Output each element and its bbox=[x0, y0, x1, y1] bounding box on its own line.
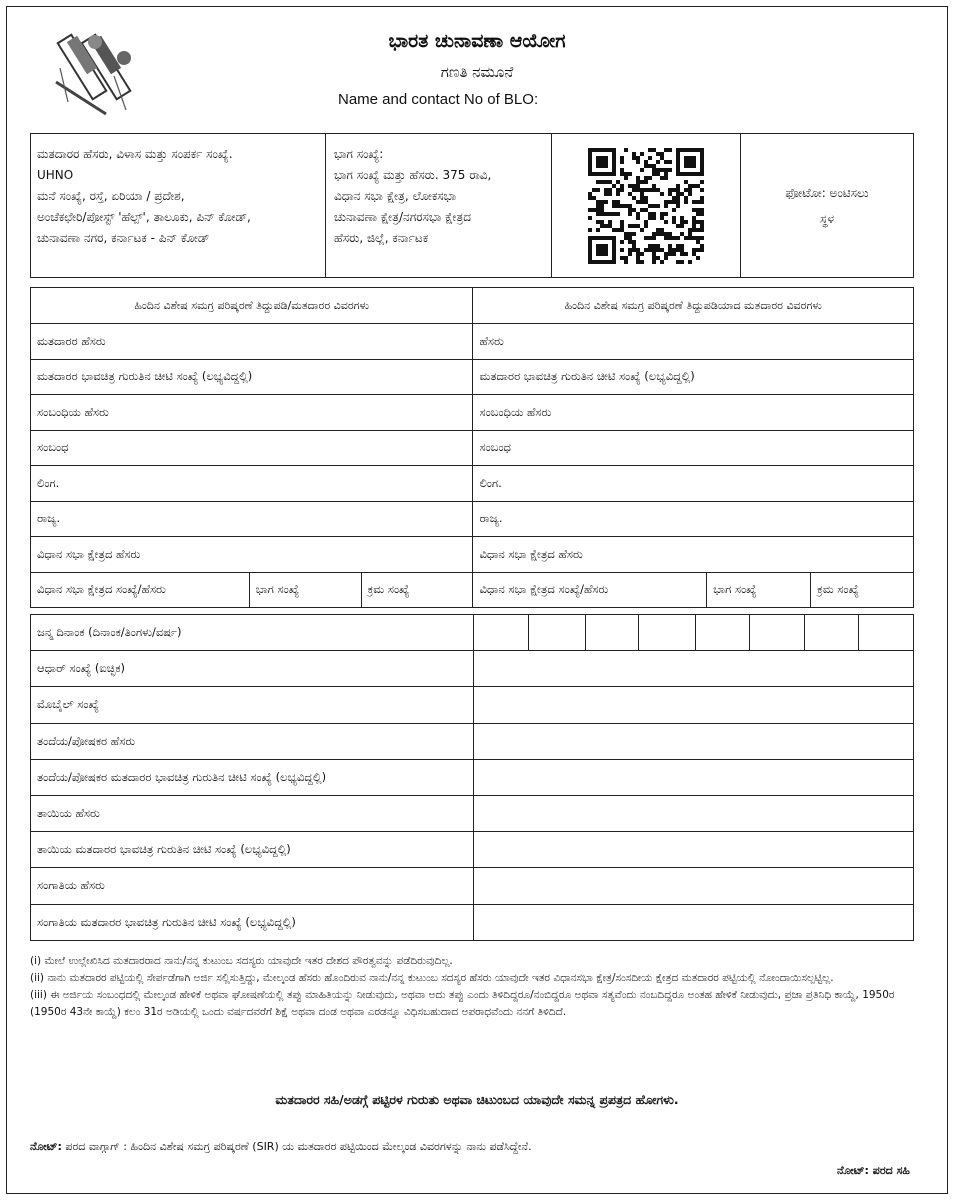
right-part-no[interactable]: ಭಾಗ ಸಂಖ್ಯೆ bbox=[707, 572, 811, 608]
left-serial-no[interactable]: ಕ್ರಮ ಸಂಖ್ಯೆ bbox=[361, 572, 473, 608]
mother-name-label: ತಾಯಿಯ ಹೆಸರು bbox=[31, 795, 474, 831]
right-field[interactable]: ಹೆಸರು bbox=[473, 324, 914, 360]
declaration-notes bbox=[30, 953, 916, 1021]
footer-note-label: ನೋಟ್: bbox=[30, 1140, 62, 1153]
form-subtitle: ಗಣತಿ ನಮೂನೆ bbox=[440, 63, 514, 81]
voter-address-cell bbox=[31, 134, 326, 277]
note-item: (ii) ನಾನು ಮತದಾರರ ಪಟ್ಟಿಯಲ್ಲಿ ಸೇರ್ಪಡೆಗಾಗಿ ಅರ್ಜಿ ಸಲ್ಲಿಸುತ್ತಿದ್ದು, ಮೇಲ್ಕಂಡ ಹೆಸರು ಹೊಂದಿರುವ ನಾನು/ನನ್ನ ಕುಟುಂಬ ಸದಸ್ಯರ ಹೆಸರು ಯಾವುದೇ ಇತರ ವಿಧಾನಸಭಾ ಕ್ಷೇತ್ರ/ಸಂಸದೀಯ ಕ್ಷೇತ್ರದ ಮತದಾರರ ಪಟ್ಟಿಯಲ್ಲಿ ನೋಂದಾಯಿಸಲ್ಪಟ್ಟಿಲ್ಲ. bbox=[30, 972, 834, 984]
dob-digit-box[interactable] bbox=[529, 615, 586, 651]
dob-digit-box[interactable] bbox=[696, 615, 750, 651]
voter-line: UHNO bbox=[37, 168, 74, 182]
left-field[interactable]: ರಾಜ್ಯ. bbox=[31, 501, 473, 537]
mother-epic-label: ತಾಯಿಯ ಮತದಾರರ ಭಾವಚಿತ್ರ ಗುರುತಿನ ಚೀಟಿ ಸಂಖ್ಯೆ (ಲಭ್ಯವಿದ್ದಲ್ಲಿ) bbox=[31, 832, 474, 868]
right-serial-no[interactable]: ಕ್ರಮ ಸಂಖ್ಯೆ bbox=[811, 572, 914, 608]
right-constituency-no[interactable]: ವಿಧಾನ ಸಭಾ ಕ್ಷೇತ್ರದ ಸಂಖ್ಯೆ/ಹೆಸರು bbox=[473, 572, 707, 608]
left-field[interactable]: ವಿಧಾನ ಸಭಾ ಕ್ಷೇತ್ರದ ಹೆಸರು bbox=[31, 537, 473, 573]
mobile-label: ಮೊಬೈಲ್ ಸಂಖ್ಯೆ bbox=[31, 687, 474, 723]
right-field[interactable]: ಮತದಾರರ ಭಾವಚಿತ್ರ ಗುರುತಿನ ಚೀಟಿ ಸಂಖ್ಯೆ (ಲಭ್ಯವಿದ್ದಲ್ಲಿ) bbox=[473, 359, 914, 395]
right-field[interactable]: ರಾಜ್ಯ. bbox=[473, 501, 914, 537]
part-info-cell bbox=[326, 134, 552, 277]
dob-digit-box[interactable] bbox=[750, 615, 805, 651]
voter-line: ಮನೆ ಸಂಖ್ಯೆ, ರಸ್ತೆ, ಏರಿಯಾ / ಪ್ರದೇಶ, bbox=[37, 189, 185, 203]
signature-instruction: ಮತದಾರರ ಸಹಿ/ಅಡಗ್ಗೆ ಪಟ್ಟಿರಳ ಗುರುತು ಅಥವಾ ಚಿಟುಂಬದ ಯಾವುದೇ ಸಮನ್ನ ಪ್ರಪತ್ರದ ಹೋಗಳು. bbox=[275, 1092, 679, 1107]
mobile-field[interactable] bbox=[474, 687, 914, 723]
voter-line: ಅಂಚೆಕಛೇರಿ/ಪೋಸ್ಟ್ 'ಹೆಲ್ಪ್', ತಾಲೂಕು, ಪಿನ್ ಕೋಡ್, bbox=[37, 210, 251, 224]
aadhaar-label: ಆಧಾರ್ ಸಂಖ್ಯೆ (ಐಚ್ಛಿಕ) bbox=[31, 651, 474, 687]
dob-digit-box[interactable] bbox=[859, 615, 914, 651]
voter-info-box bbox=[30, 133, 914, 278]
right-field[interactable]: ವಿಧಾನ ಸಭಾ ಕ್ಷೇತ್ರದ ಹೆಸರು bbox=[473, 537, 914, 573]
left-field[interactable]: ಮತದಾರರ ಹೆಸರು bbox=[31, 324, 473, 360]
left-field[interactable]: ಲಿಂಗ. bbox=[31, 466, 473, 502]
part-line: ವಿಧಾನ ಸಭಾ ಕ್ಷೇತ್ರ, ಲೋಕಸಭಾ bbox=[334, 189, 457, 203]
right-field[interactable]: ಲಿಂಗ. bbox=[473, 466, 914, 502]
qr-code-icon bbox=[588, 148, 704, 264]
father-name-label: ತಂದೆಯ/ಪೋಷಕರ ಹೆಸರು bbox=[31, 723, 474, 759]
father-name-field[interactable] bbox=[474, 723, 914, 759]
spouse-epic-label: ಸಂಗಾತಿಯ ಮತದಾರರ ಭಾವಚಿತ್ರ ಗುರುತಿನ ಚೀಟಿ ಸಂಖ್ಯೆ (ಲಭ್ಯವಿದ್ದಲ್ಲಿ) bbox=[31, 904, 474, 940]
part-line: ಭಾಗ ಸಂಖ್ಯೆ ಮತ್ತು ಹೆಸರು. 375 ರಾವಿ, bbox=[334, 168, 492, 182]
qr-cell bbox=[552, 134, 741, 277]
photo-line: ಫೋಟೋ: ಅಂಟಿಸಲು bbox=[785, 185, 869, 200]
mother-epic-field[interactable] bbox=[474, 832, 914, 868]
spouse-name-label: ಸಂಗಾತಿಯ ಹೆಸರು bbox=[31, 868, 474, 904]
voter-line: ಮತದಾರರ ಹೆಸರು, ವಿಳಾಸ ಮತ್ತು ಸಂಪರ್ಕ ಸಂಖ್ಯೆ. bbox=[37, 147, 233, 161]
blo-label: Name and contact No of BLO: bbox=[338, 91, 539, 108]
dob-digit-box[interactable] bbox=[474, 615, 529, 651]
left-field[interactable]: ಸಂಬಂಧ bbox=[31, 430, 473, 466]
father-epic-field[interactable] bbox=[474, 759, 914, 795]
right-field[interactable]: ಸಂಬಂಧಿಯ ಹೆಸರು bbox=[473, 395, 914, 431]
father-epic-label: ತಂದೆಯ/ಪೋಷಕರ ಮತದಾರರ ಭಾವಚಿತ್ರ ಗುರುತಿನ ಚೀಟಿ ಸಂಖ್ಯೆ (ಲಭ್ಯವಿದ್ದಲ್ಲಿ) bbox=[31, 759, 474, 795]
part-line: ಚುನಾವಣಾ ಕ್ಷೇತ್ರ/ನಗರಸಭಾ ಕ್ಷೇತ್ರದ bbox=[334, 210, 471, 224]
personal-details-table bbox=[30, 614, 914, 941]
form-title: ಭಾರತ ಚುನಾವಣಾ ಆಯೋಗ bbox=[388, 30, 566, 52]
voter-line: ಚುನಾವಣಾ ನಗರ, ಕರ್ನಾಟಕ - ಪಿನ್ ಕೋಡ್ bbox=[37, 231, 210, 245]
dob-digit-box[interactable] bbox=[805, 615, 859, 651]
left-part-no[interactable]: ಭಾಗ ಸಂಖ್ಯೆ bbox=[249, 572, 361, 608]
right-header: ಹಿಂದಿನ ವಿಶೇಷ ಸಮಗ್ರ ಪರಿಷ್ಕರಣೆ ತಿದ್ದುಪಡಿಯಾದ ಮತದಾರರ ವಿವರಗಳು bbox=[473, 288, 914, 324]
spouse-epic-field[interactable] bbox=[474, 904, 914, 940]
aadhaar-field[interactable] bbox=[474, 651, 914, 687]
left-constituency-no[interactable]: ವಿಧಾನ ಸಭಾ ಕ್ಷೇತ್ರದ ಸಂಖ್ಯೆ/ಹೆಸರು bbox=[31, 572, 250, 608]
right-field[interactable]: ಸಂಬಂಧ bbox=[473, 430, 914, 466]
left-header: ಹಿಂದಿನ ವಿಶೇಷ ಸಮಗ್ರ ಪರಿಷ್ಕರಣೆ ತಿದ್ದುಪಡಿ/ಮತದಾರರ ವಿವರಗಳು bbox=[31, 288, 473, 324]
part-line: ಹೆಸರು, ಜಿಲ್ಲೆ, ಕರ್ನಾಟಕ bbox=[334, 231, 429, 245]
footer-note-text: ಪರದ ವಾಗ್ಗಾಗ್ : ಹಿಂದಿನ ವಿಶೇಷ ಸಮಗ್ರ ಪರಿಷ್ಕರಣೆ (SIR) ಯ ಮತದಾರರ ಪಟ್ಟಿಯಿಂದ ಮೇಲ್ಕಂಡ ವಿವರಗಳನ್ನು ನಾನು ಪಡೆಸಿದ್ದೇನೆ. bbox=[65, 1140, 532, 1153]
dob-digit-box[interactable] bbox=[639, 615, 696, 651]
part-line: ಭಾಗ ಸಂಖ್ಯೆ: bbox=[334, 147, 384, 161]
left-field[interactable]: ಸಂಬಂಧಿಯ ಹೆಸರು bbox=[31, 395, 473, 431]
photo-line: ಸ್ಥಳ bbox=[819, 211, 835, 226]
note-item: (iii) ಈ ಅರ್ಜಿಯ ಸಂಬಂಧದಲ್ಲಿ ಮೇಲ್ಕಂಡ ಹೇಳಿಕೆ ಅಥವಾ ಘೋಷಣೆಯಲ್ಲಿ ತಪ್ಪು ಮಾಹಿತಿಯನ್ನು ನೀಡುವುದು, ಅಥವಾ ಅದು ತಪ್ಪು ಎಂದು ತಿಳಿದಿದ್ದರೂ/ನಂಬಿದ್ದರೂ ಅಥವಾ ಸತ್ಯವೆಂದು ನಂಬದಿದ್ದರೂ ಅಂತಹ ಹೇಳಿಕೆ ನೀಡುವುದು, ಪ್ರಜಾ ಪ್ರತಿನಿಧಿ ಕಾಯ್ದೆ, 1950ರ (1950ರ 43ನೇ ಕಾಯ್ದೆ) ಕಲಂ 31ರ ಅಡಿಯಲ್ಲಿ ಒಂದು ವರ್ಷದವರೆಗೆ ಶಿಕ್ಷೆ ಅಥವಾ ದಂಡ ಅಥವಾ ಎರಡನ್ನೂ ವಿಧಿಸಬಹುದಾದ ಅಪರಾಧವೆಂದು ನನಗೆ ತಿಳಿದಿದೆ. bbox=[30, 989, 895, 1018]
mother-name-field[interactable] bbox=[474, 795, 914, 831]
footer-note bbox=[30, 1140, 532, 1154]
dob-label: ಜನ್ಮ ದಿನಾಂಕ (ದಿನಾಂಕ/ತಿಂಗಳು/ವರ್ಷ) bbox=[31, 615, 474, 651]
spouse-name-field[interactable] bbox=[474, 868, 914, 904]
dob-digit-box[interactable] bbox=[586, 615, 639, 651]
photo-placeholder[interactable] bbox=[741, 134, 913, 277]
left-field[interactable]: ಮತದಾರರ ಭಾವಚಿತ್ರ ಗುರುತಿನ ಚೀಟಿ ಸಂಖ್ಯೆ (ಲಭ್ಯವಿದ್ದಲ್ಲಿ) bbox=[31, 359, 473, 395]
signature-label: ನೋಟ್: ಪರದ ಸಹಿ bbox=[837, 1164, 910, 1177]
note-item: (i) ಮೇಲೆ ಉಲ್ಲೇಖಿಸಿದ ಮತದಾರರಾದ ನಾನು/ನನ್ನ ಕುಟುಂಬ ಸದಸ್ಯರು ಯಾವುದೇ ಇತರ ದೇಶದ ಪೌರತ್ವವನ್ನು ಪಡೆದಿರುವುದಿಲ್ಲ. bbox=[30, 955, 453, 967]
previous-sir-table bbox=[30, 287, 914, 608]
